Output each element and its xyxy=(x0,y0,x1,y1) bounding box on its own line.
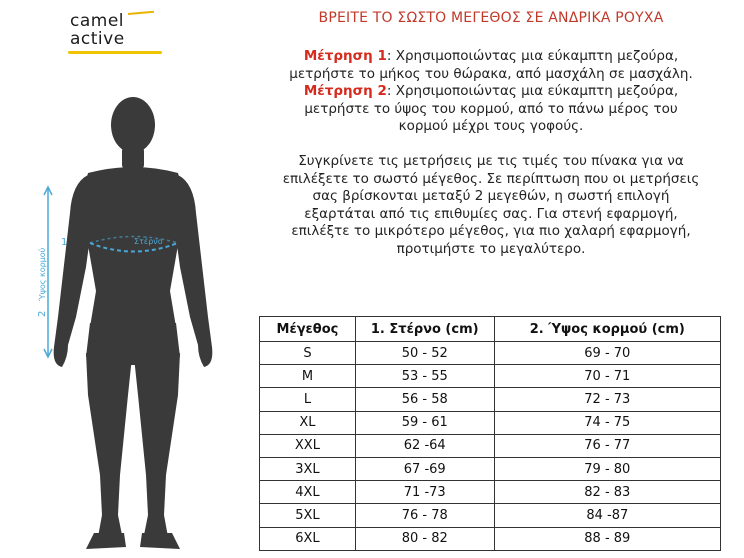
guidance-line1: Συγκρίνετε τις μετρήσεις με τις τιμές του πίνακα για να xyxy=(298,153,684,169)
body-silhouette xyxy=(54,97,213,549)
marker-2: 2 xyxy=(37,310,48,317)
measurement-1-line2: μετρήστε το μήκος του θώρακα, από μασχάλη σε μασχάλη. xyxy=(289,65,693,82)
cell-torso: 88 - 89 xyxy=(494,527,720,550)
measurement-1-line1 xyxy=(258,48,724,66)
torso-height-label: Ύψος κορμού xyxy=(38,247,47,301)
table-row xyxy=(260,388,721,411)
logo-text-active: active xyxy=(70,29,125,49)
cell-chest: 62 -64 xyxy=(355,434,494,457)
table-header-row xyxy=(260,317,721,342)
cell-chest: 67 -69 xyxy=(355,457,494,480)
measurement-1-text: : Χρησιμοποιώντας μια εύκαμπτη μεζούρα, xyxy=(386,48,679,64)
cell-size: S xyxy=(260,342,356,365)
header-size: Μέγεθος xyxy=(260,317,356,342)
body-measurement-figure xyxy=(28,95,243,555)
camel-active-logo xyxy=(68,10,166,54)
logo-accent-top xyxy=(128,11,154,15)
measurement-2-text: : Χρησιμοποιώντας μια εύκαμπτη μεζούρα, xyxy=(386,83,679,99)
cell-size: 5XL xyxy=(260,504,356,527)
measurement-1-label: Μέτρηση 1 xyxy=(303,48,387,64)
size-chart-table xyxy=(259,316,721,551)
cell-size: L xyxy=(260,388,356,411)
cell-chest: 53 - 55 xyxy=(355,365,494,388)
header-chest: 1. Στέρνο (cm) xyxy=(355,317,494,342)
measurement-2-label: Μέτρηση 2 xyxy=(303,83,387,99)
table-row xyxy=(260,434,721,457)
cell-torso: 84 -87 xyxy=(494,504,720,527)
cell-chest: 80 - 82 xyxy=(355,527,494,550)
header-torso-height: 2. Ύψος κορμού (cm) xyxy=(494,317,720,342)
table-row xyxy=(260,457,721,480)
cell-chest: 56 - 58 xyxy=(355,388,494,411)
cell-size: 6XL xyxy=(260,527,356,550)
table-row xyxy=(260,365,721,388)
cell-torso: 82 - 83 xyxy=(494,481,720,504)
cell-torso: 72 - 73 xyxy=(494,388,720,411)
cell-size: 3XL xyxy=(260,457,356,480)
cell-chest: 71 -73 xyxy=(355,481,494,504)
cell-chest: 50 - 52 xyxy=(355,342,494,365)
cell-torso: 74 - 75 xyxy=(494,411,720,434)
cell-torso: 69 - 70 xyxy=(494,342,720,365)
table-row xyxy=(260,342,721,365)
cell-torso: 70 - 71 xyxy=(494,365,720,388)
cell-size: 4XL xyxy=(260,481,356,504)
guidance-line5: επιλέξτε το μικρότερο μέγεθος, για πιο χαλαρή εφαρμογή, xyxy=(291,223,691,239)
instructions xyxy=(258,48,724,258)
measurement-2-line1 xyxy=(258,83,724,101)
measurement-2-line3: κορμού μέχρι τους γοφούς. xyxy=(398,118,584,134)
guidance-line6: προτιμήστε το μεγαλύτερο. xyxy=(396,240,586,257)
guidance-line3: σας βρίσκονται μεταξύ 2 μεγεθών, η σωστή επιλογή xyxy=(312,188,670,204)
logo-accent-bottom xyxy=(68,51,162,54)
marker-1: 1 xyxy=(61,237,68,248)
logo-text-camel: camel xyxy=(70,11,125,31)
cell-size: XXL xyxy=(260,434,356,457)
chest-label: Στέρνο xyxy=(134,237,163,246)
cell-chest: 76 - 78 xyxy=(355,504,494,527)
table-row xyxy=(260,411,721,434)
guidance-line2: επιλέξετε το σωστό μέγεθος. Σε περίπτωση που οι μετρήσεις xyxy=(282,170,700,187)
guidance-line4: εξαρτάται από τις επιθυμίες σας. Για στενή εφαρμογή, xyxy=(304,205,678,222)
cell-size: M xyxy=(260,365,356,388)
table-row xyxy=(260,504,721,527)
table-row xyxy=(260,527,721,550)
cell-chest: 59 - 61 xyxy=(355,411,494,434)
cell-torso: 76 - 77 xyxy=(494,434,720,457)
cell-size: XL xyxy=(260,411,356,434)
table-row xyxy=(260,481,721,504)
page-title: ΒΡΕΙΤΕ ΤΟ ΣΩΣΤΟ ΜΕΓΕΘΟΣ ΣΕ ΑΝΔΡΙΚΑ ΡΟΥΧΑ xyxy=(318,10,664,26)
measurement-2-line2: μετρήστε το ύψος του κορμού, από το πάνω μέρος του xyxy=(304,100,678,117)
cell-torso: 79 - 80 xyxy=(494,457,720,480)
